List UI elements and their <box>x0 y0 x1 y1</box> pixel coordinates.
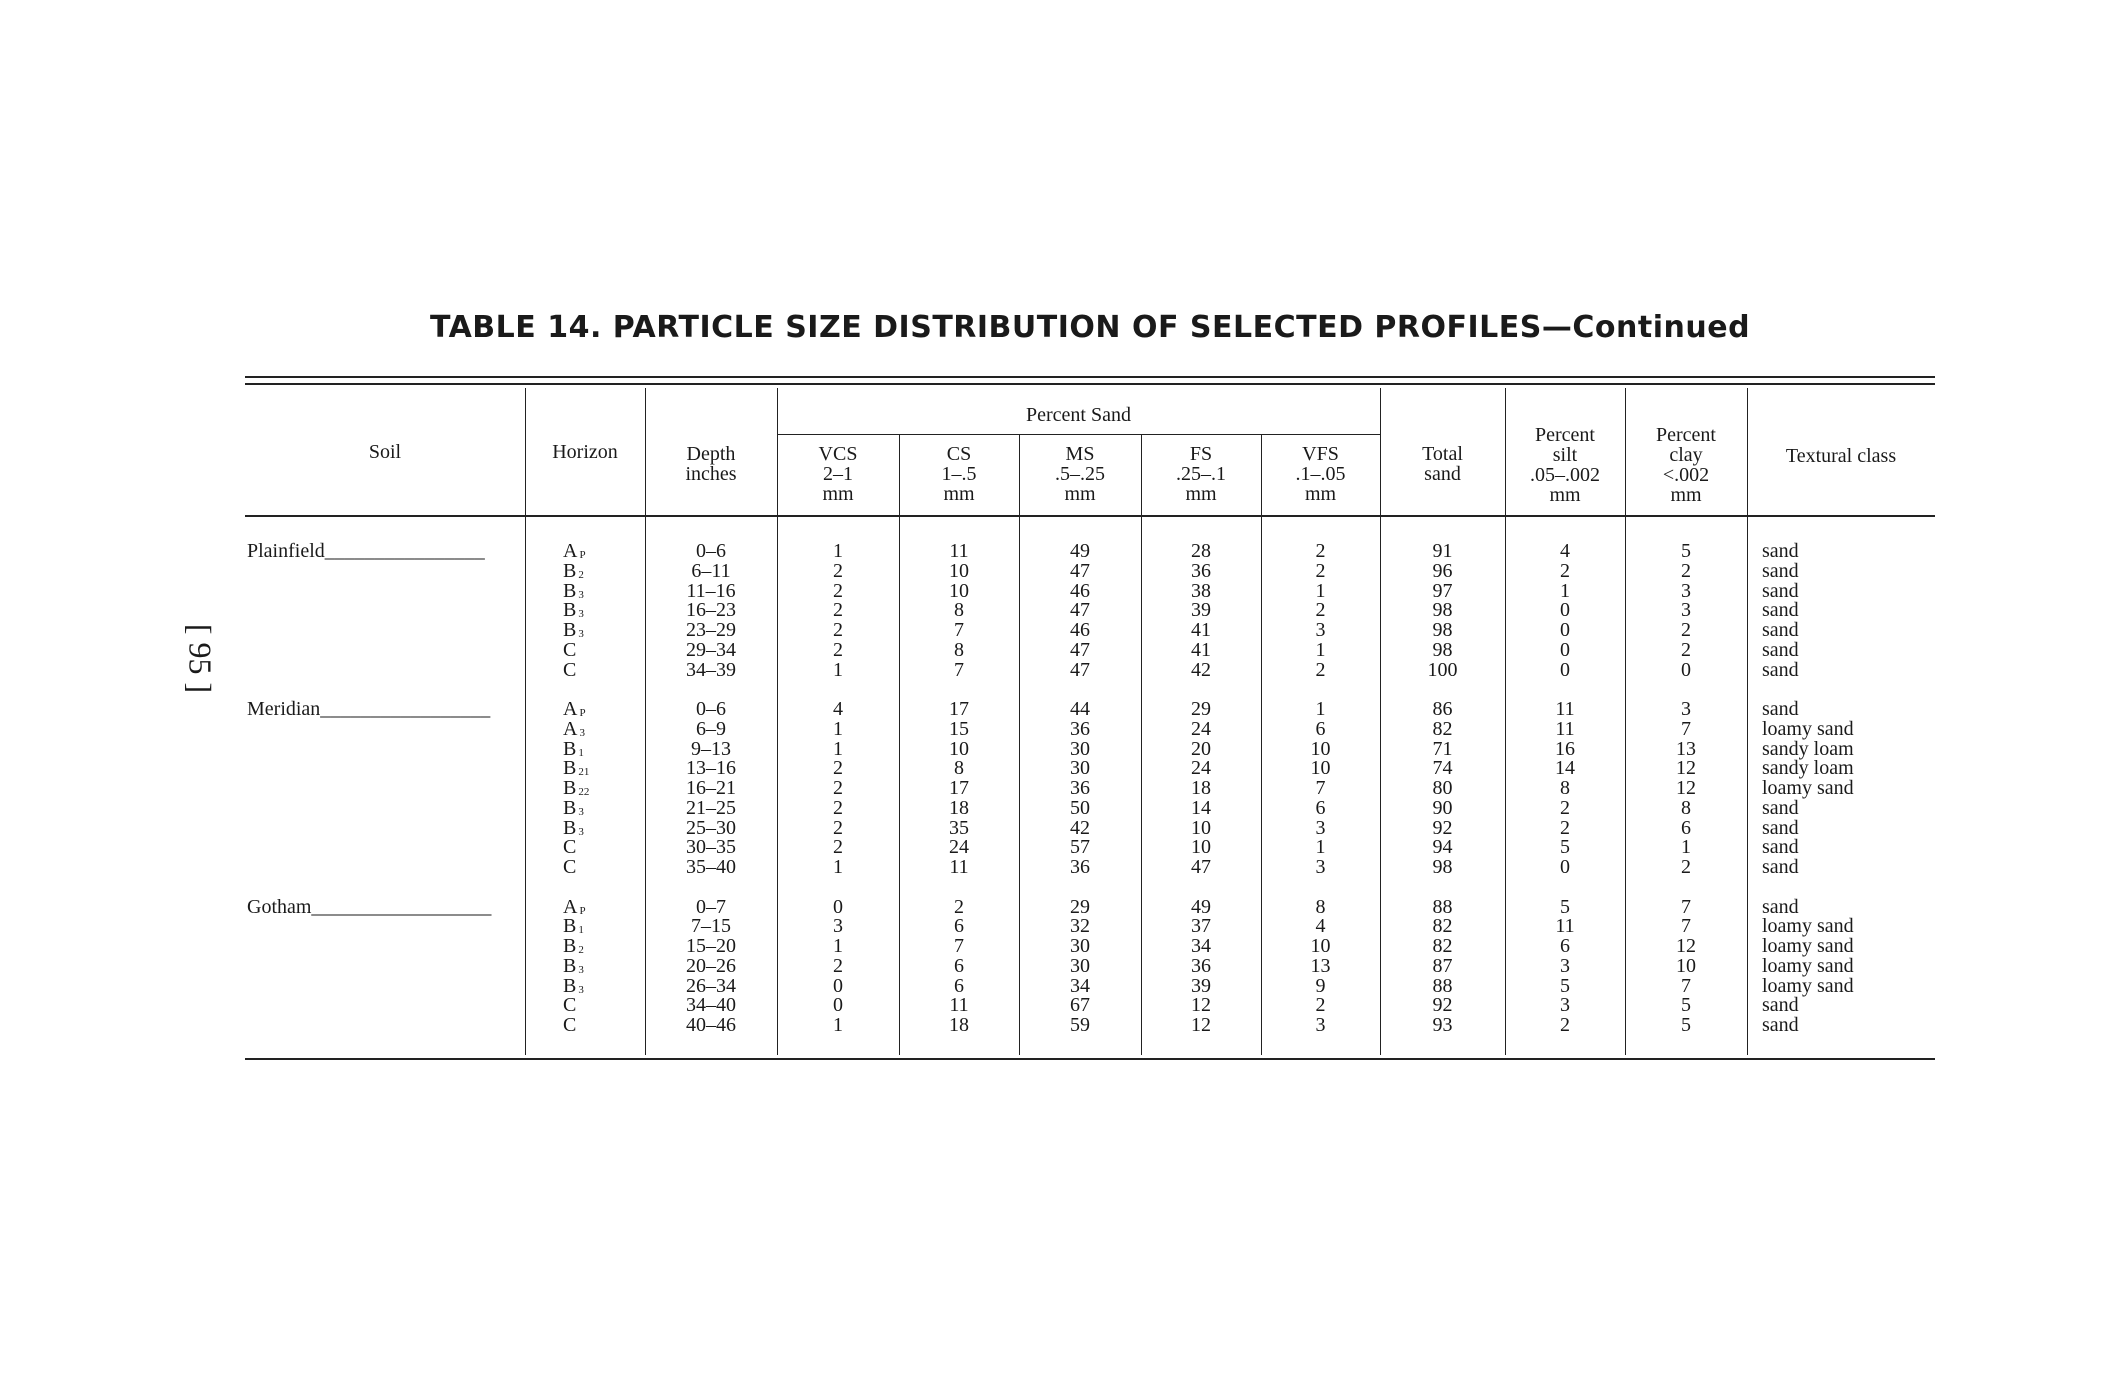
vcs-cell: 2 <box>833 777 843 799</box>
horizon-subscript: 3 <box>578 963 584 976</box>
depth-cell: 26–34 <box>686 974 736 997</box>
header-ms: MS .5–.25 mm <box>1055 443 1105 505</box>
depth-cell: 16–21 <box>686 777 736 799</box>
depth-cell: 40–46 <box>686 1014 736 1036</box>
vcs-cell: 4 <box>833 698 843 720</box>
horizon-cell <box>563 658 645 681</box>
vcs-cell: 2 <box>833 816 843 839</box>
horizon-letter: A <box>563 540 578 562</box>
clay-cell: 7 <box>1681 915 1691 938</box>
ms-cell: 30 <box>1070 737 1090 760</box>
fs-cell: 47 <box>1191 856 1211 878</box>
texture-cell: sand <box>1762 599 1799 622</box>
header-percent-sand: Percent Sand <box>1026 404 1131 426</box>
depth-cell: 21–25 <box>686 796 736 819</box>
header-fs: FS .25–.1 mm <box>1176 443 1226 505</box>
vcs-cell: 0 <box>833 895 843 918</box>
silt-cell: 2 <box>1560 796 1570 819</box>
texture-cell: sand <box>1762 540 1799 562</box>
vfs-cell: 2 <box>1315 658 1326 681</box>
depth-cell: 23–29 <box>686 619 736 641</box>
cs-cell: 6 <box>954 915 964 938</box>
cs-cell: 8 <box>954 638 964 661</box>
vfs-cell: 6 <box>1315 717 1326 740</box>
horizon-letter: B <box>563 935 577 957</box>
vcs-cell: 2 <box>833 796 843 819</box>
silt-cell: 0 <box>1560 599 1570 622</box>
silt-cell: 0 <box>1560 638 1570 661</box>
vfs-cell: 2 <box>1315 540 1326 562</box>
clay-cell: 6 <box>1681 816 1691 839</box>
header-vfs: VFS .1–.05 mm <box>1295 443 1346 505</box>
silt-cell: 5 <box>1560 895 1570 918</box>
horizon-subscript: 3 <box>579 726 585 739</box>
ms-cell: 47 <box>1070 599 1090 622</box>
cs-cell: 2 <box>954 895 964 918</box>
total-cell: 93 <box>1432 1014 1453 1036</box>
horizon-letter: B <box>563 915 577 938</box>
texture-cell: loamy sand <box>1762 777 1854 799</box>
silt-cell: 11 <box>1555 698 1575 720</box>
horizon-subscript: P <box>579 549 586 561</box>
header-cs: CS 1–.5 mm <box>941 443 977 505</box>
depth-cell: 29–34 <box>686 638 736 661</box>
cs-cell: 6 <box>954 954 964 977</box>
texture-cell: sandy loam <box>1762 737 1854 760</box>
horizon-subscript: 3 <box>578 628 584 640</box>
horizon-letter: B <box>563 974 577 997</box>
clay-cell: 3 <box>1681 698 1691 720</box>
clay-cell: 5 <box>1681 540 1691 562</box>
vfs-cell: 2 <box>1315 599 1326 622</box>
silt-cell: 3 <box>1560 954 1570 977</box>
horizon-subscript: 22 <box>578 786 590 798</box>
clay-cell: 7 <box>1681 974 1691 997</box>
horizon-subscript: 2 <box>578 944 584 956</box>
clay-cell: 5 <box>1681 994 1691 1017</box>
clay-cell: 2 <box>1681 638 1691 661</box>
fs-cell: 10 <box>1191 836 1211 859</box>
silt-cell: 2 <box>1560 1014 1570 1036</box>
cs-cell: 7 <box>954 658 964 681</box>
fs-cell: 12 <box>1191 1014 1211 1036</box>
header-percent-clay: Percent clay <.002 mm <box>1656 424 1716 506</box>
clay-cell: 2 <box>1681 559 1691 582</box>
texture-cell: sand <box>1762 816 1799 839</box>
fs-cell: 24 <box>1191 717 1211 740</box>
ms-cell: 47 <box>1070 559 1090 582</box>
texture-cell: sand <box>1762 836 1799 859</box>
vfs-cell: 3 <box>1315 619 1326 641</box>
ms-cell: 34 <box>1070 974 1090 997</box>
vcs-cell: 3 <box>833 915 843 938</box>
ms-cell: 42 <box>1070 816 1090 839</box>
clay-cell: 13 <box>1676 737 1696 760</box>
silt-cell: 8 <box>1560 777 1570 799</box>
vfs-cell: 6 <box>1315 796 1326 819</box>
vcs-cell: 1 <box>833 856 843 878</box>
clay-cell: 3 <box>1681 599 1691 622</box>
horizon-letter: B <box>563 954 577 977</box>
total-cell: 96 <box>1432 559 1453 582</box>
horizon-subscript: 1 <box>578 746 584 759</box>
clay-cell: 12 <box>1676 777 1696 799</box>
soil-name: Meridian_________________ <box>247 698 491 720</box>
cs-cell: 35 <box>949 816 969 839</box>
vcs-cell: 2 <box>833 559 843 582</box>
horizon-letter: C <box>563 836 577 859</box>
fs-cell: 41 <box>1191 619 1211 641</box>
header-vcs: VCS 2–1 mm <box>818 443 858 505</box>
vfs-cell: 1 <box>1315 579 1326 602</box>
texture-cell: sandy loam <box>1762 757 1854 780</box>
total-cell: 71 <box>1432 737 1453 760</box>
fs-cell: 42 <box>1191 658 1211 681</box>
vfs-cell: 10 <box>1310 737 1331 760</box>
texture-cell: sand <box>1762 796 1799 819</box>
total-cell: 80 <box>1432 777 1453 799</box>
soil-name: Plainfield________________ <box>247 540 485 562</box>
depth-cell: 35–40 <box>686 856 736 878</box>
page-number: [ 95 ] <box>182 623 219 694</box>
vcs-cell: 0 <box>833 994 843 1017</box>
cs-cell: 11 <box>949 856 969 878</box>
texture-cell: sand <box>1762 895 1799 918</box>
horizon-subscript: 21 <box>578 766 590 779</box>
fs-cell: 37 <box>1191 915 1211 938</box>
depth-cell: 11–16 <box>686 579 736 602</box>
horizon-letter: B <box>563 579 577 602</box>
fs-cell: 39 <box>1191 974 1211 997</box>
total-cell: 94 <box>1432 836 1453 859</box>
fs-cell: 49 <box>1191 895 1211 918</box>
total-cell: 87 <box>1432 954 1453 977</box>
horizon-subscript: 3 <box>578 983 584 996</box>
percent-sand-rule <box>777 434 1380 435</box>
silt-cell: 2 <box>1560 816 1570 839</box>
bottom-rule <box>245 1058 1935 1060</box>
ms-cell: 30 <box>1070 954 1090 977</box>
texture-cell: loamy sand <box>1762 717 1854 740</box>
horizon-subscript: 3 <box>578 608 584 621</box>
fs-cell: 14 <box>1191 796 1211 819</box>
vcs-cell: 2 <box>833 954 843 977</box>
column-divider <box>1747 388 1748 1055</box>
clay-cell: 2 <box>1681 856 1691 878</box>
header-horizon: Horizon <box>552 441 618 463</box>
total-cell: 97 <box>1432 579 1453 602</box>
cs-cell: 17 <box>949 698 969 720</box>
total-cell: 100 <box>1427 658 1458 681</box>
total-cell: 74 <box>1432 757 1453 780</box>
silt-cell: 0 <box>1560 619 1570 641</box>
fs-cell: 29 <box>1191 698 1211 720</box>
horizon-subscript: P <box>579 707 586 719</box>
vfs-cell: 1 <box>1315 638 1326 661</box>
texture-cell: sand <box>1762 856 1799 878</box>
clay-cell: 2 <box>1681 619 1691 641</box>
ms-cell: 57 <box>1070 836 1090 859</box>
total-cell: 82 <box>1432 915 1453 938</box>
column-divider <box>525 388 526 1055</box>
total-cell: 86 <box>1432 698 1453 720</box>
horizon-letter: C <box>563 856 577 878</box>
ms-cell: 47 <box>1070 658 1090 681</box>
total-cell: 92 <box>1432 994 1453 1017</box>
vfs-cell: 1 <box>1315 836 1326 859</box>
silt-cell: 0 <box>1560 856 1570 878</box>
silt-cell: 5 <box>1560 974 1570 997</box>
total-cell: 82 <box>1432 935 1453 957</box>
vfs-cell: 4 <box>1315 915 1326 938</box>
horizon-cell <box>563 858 645 878</box>
vfs-cell: 3 <box>1315 1014 1326 1036</box>
depth-cell: 6–11 <box>691 559 731 582</box>
clay-cell: 7 <box>1681 895 1691 918</box>
header-textural-class: Textural class <box>1785 445 1897 467</box>
horizon-letter: B <box>563 777 577 799</box>
depth-cell: 6–9 <box>696 717 726 740</box>
fs-cell: 12 <box>1191 994 1211 1017</box>
texture-cell: loamy sand <box>1762 935 1854 957</box>
silt-cell: 4 <box>1560 540 1570 562</box>
ms-cell: 47 <box>1070 638 1090 661</box>
depth-cell: 25–30 <box>686 816 736 839</box>
horizon-subscript: 3 <box>578 805 584 818</box>
fs-cell: 18 <box>1191 777 1211 799</box>
depth-cell: 20–26 <box>686 954 736 977</box>
ms-cell: 32 <box>1070 915 1090 938</box>
ms-cell: 59 <box>1070 1014 1090 1036</box>
silt-cell: 14 <box>1555 757 1575 780</box>
vcs-cell: 0 <box>833 974 843 997</box>
depth-cell: 9–13 <box>691 737 731 760</box>
cs-cell: 10 <box>949 579 969 602</box>
cs-cell: 11 <box>949 540 969 562</box>
horizon-letter: C <box>563 1014 577 1036</box>
cs-cell: 18 <box>949 1014 969 1036</box>
header-depth: Depth inches <box>685 443 737 485</box>
horizon-letter: A <box>563 895 578 918</box>
fs-cell: 36 <box>1191 559 1211 582</box>
vcs-cell: 2 <box>833 579 843 602</box>
silt-cell: 16 <box>1555 737 1575 760</box>
clay-cell: 12 <box>1676 757 1696 780</box>
ms-cell: 67 <box>1070 994 1090 1017</box>
texture-cell: sand <box>1762 1014 1799 1036</box>
header-total-sand: Total sand <box>1422 443 1463 485</box>
vfs-cell: 3 <box>1315 856 1326 878</box>
texture-cell: sand <box>1762 619 1799 641</box>
cs-cell: 15 <box>949 717 969 740</box>
ms-cell: 36 <box>1070 856 1090 878</box>
texture-cell: sand <box>1762 638 1799 661</box>
table-title: TABLE 14. PARTICLE SIZE DISTRIBUTION OF SELECTED PROFILES—Continued <box>429 310 1751 345</box>
horizon-subscript: P <box>579 904 586 917</box>
cs-cell: 17 <box>949 777 969 799</box>
fs-cell: 41 <box>1191 638 1211 661</box>
horizon-subscript: 3 <box>578 825 584 838</box>
depth-cell: 7–15 <box>691 915 731 938</box>
vcs-cell: 1 <box>833 1014 843 1036</box>
cs-cell: 7 <box>954 935 964 957</box>
cs-cell: 8 <box>954 599 964 622</box>
clay-cell: 1 <box>1681 836 1691 859</box>
ms-cell: 44 <box>1070 698 1090 720</box>
horizon-letter: A <box>563 698 578 720</box>
vcs-cell: 1 <box>833 737 843 760</box>
vcs-cell: 1 <box>833 717 843 740</box>
cs-cell: 10 <box>949 559 969 582</box>
ms-cell: 29 <box>1070 895 1090 918</box>
cs-cell: 10 <box>949 737 969 760</box>
horizon-letter: B <box>563 816 577 839</box>
horizon-subscript: 3 <box>578 588 584 601</box>
total-cell: 98 <box>1432 856 1453 878</box>
silt-cell: 0 <box>1560 658 1570 681</box>
total-cell: 88 <box>1432 895 1453 918</box>
texture-cell: loamy sand <box>1762 915 1854 938</box>
vcs-cell: 2 <box>833 638 843 661</box>
total-cell: 91 <box>1432 540 1453 562</box>
horizon-letter: C <box>563 658 577 681</box>
fs-cell: 36 <box>1191 954 1211 977</box>
vfs-cell: 3 <box>1315 816 1326 839</box>
texture-cell: sand <box>1762 698 1799 720</box>
vfs-cell: 9 <box>1315 974 1326 997</box>
silt-cell: 5 <box>1560 836 1570 859</box>
depth-cell: 15–20 <box>686 935 736 957</box>
clay-cell: 10 <box>1676 954 1696 977</box>
top-rule <box>245 376 1935 378</box>
clay-cell: 5 <box>1681 1014 1691 1036</box>
vcs-cell: 1 <box>833 935 843 957</box>
vfs-cell: 2 <box>1315 559 1326 582</box>
cs-cell: 6 <box>954 974 964 997</box>
texture-cell: sand <box>1762 994 1799 1017</box>
texture-cell: sand <box>1762 579 1799 602</box>
total-cell: 98 <box>1432 599 1453 622</box>
depth-cell: 0–6 <box>696 698 726 720</box>
horizon-letter: B <box>563 559 577 582</box>
horizon-letter: B <box>563 619 577 641</box>
top-rule-inner <box>245 383 1935 385</box>
fs-cell: 38 <box>1191 579 1211 602</box>
horizon-letter: A <box>563 717 578 740</box>
depth-cell: 13–16 <box>686 757 736 780</box>
vfs-cell: 10 <box>1310 935 1331 957</box>
vfs-cell: 1 <box>1315 698 1326 720</box>
ms-cell: 36 <box>1070 777 1090 799</box>
clay-cell: 0 <box>1681 658 1691 681</box>
horizon-letter: C <box>563 638 577 661</box>
ms-cell: 46 <box>1070 619 1090 641</box>
vfs-cell: 8 <box>1315 895 1326 918</box>
header-percent-silt: Percent silt .05–.002 mm <box>1530 424 1600 506</box>
silt-cell: 2 <box>1560 559 1570 582</box>
ms-cell: 36 <box>1070 717 1090 740</box>
total-cell: 98 <box>1432 638 1453 661</box>
silt-cell: 6 <box>1560 935 1570 957</box>
cs-cell: 7 <box>954 619 964 641</box>
depth-cell: 30–35 <box>686 836 736 859</box>
header-rule <box>245 515 1935 517</box>
horizon-letter: B <box>563 599 577 622</box>
total-cell: 88 <box>1432 974 1453 997</box>
ms-cell: 50 <box>1070 796 1090 819</box>
silt-cell: 11 <box>1555 717 1575 740</box>
texture-cell: loamy sand <box>1762 974 1854 997</box>
total-cell: 98 <box>1432 619 1453 641</box>
depth-cell: 0–7 <box>696 895 726 918</box>
texture-cell: loamy sand <box>1762 954 1854 977</box>
clay-cell: 12 <box>1676 935 1696 957</box>
horizon-letter: B <box>563 757 577 780</box>
texture-cell: sand <box>1762 658 1799 681</box>
horizon-cell <box>563 1016 645 1036</box>
vcs-cell: 2 <box>833 619 843 641</box>
total-cell: 90 <box>1432 796 1453 819</box>
vfs-cell: 13 <box>1310 954 1331 977</box>
vfs-cell: 7 <box>1315 777 1326 799</box>
ms-cell: 49 <box>1070 540 1090 562</box>
depth-cell: 16–23 <box>686 599 736 622</box>
cs-cell: 24 <box>949 836 969 859</box>
cs-cell: 11 <box>949 994 969 1017</box>
fs-cell: 39 <box>1191 599 1211 622</box>
ms-cell: 30 <box>1070 757 1090 780</box>
silt-cell: 3 <box>1560 994 1570 1017</box>
horizon-letter: B <box>563 796 577 819</box>
ms-cell: 46 <box>1070 579 1090 602</box>
header-soil: Soil <box>368 441 402 463</box>
horizon-letter: B <box>563 737 577 760</box>
horizon-subscript: 2 <box>578 568 584 581</box>
ms-cell: 30 <box>1070 935 1090 957</box>
depth-cell: 34–39 <box>686 658 736 681</box>
silt-cell: 11 <box>1555 915 1575 938</box>
fs-cell: 10 <box>1191 816 1211 839</box>
vcs-cell: 1 <box>833 540 843 562</box>
vcs-cell: 1 <box>833 658 843 681</box>
vfs-cell: 10 <box>1310 757 1331 780</box>
clay-cell: 8 <box>1681 796 1691 819</box>
vcs-cell: 2 <box>833 836 843 859</box>
fs-cell: 20 <box>1191 737 1211 760</box>
cs-cell: 18 <box>949 796 969 819</box>
horizon-letter: C <box>563 994 577 1017</box>
silt-cell: 1 <box>1560 579 1570 602</box>
vcs-cell: 2 <box>833 757 843 780</box>
vfs-cell: 2 <box>1315 994 1326 1017</box>
total-cell: 92 <box>1432 816 1453 839</box>
fs-cell: 28 <box>1191 540 1211 562</box>
cs-cell: 8 <box>954 757 964 780</box>
total-cell: 82 <box>1432 717 1453 740</box>
texture-cell: sand <box>1762 559 1799 582</box>
depth-cell: 0–6 <box>696 540 726 562</box>
soil-name: Gotham__________________ <box>247 895 492 918</box>
depth-cell: 34–40 <box>686 994 736 1017</box>
fs-cell: 34 <box>1191 935 1211 957</box>
horizon-subscript: 1 <box>578 924 584 937</box>
clay-cell: 7 <box>1681 717 1691 740</box>
clay-cell: 3 <box>1681 579 1691 602</box>
fs-cell: 24 <box>1191 757 1211 780</box>
vcs-cell: 2 <box>833 599 843 622</box>
